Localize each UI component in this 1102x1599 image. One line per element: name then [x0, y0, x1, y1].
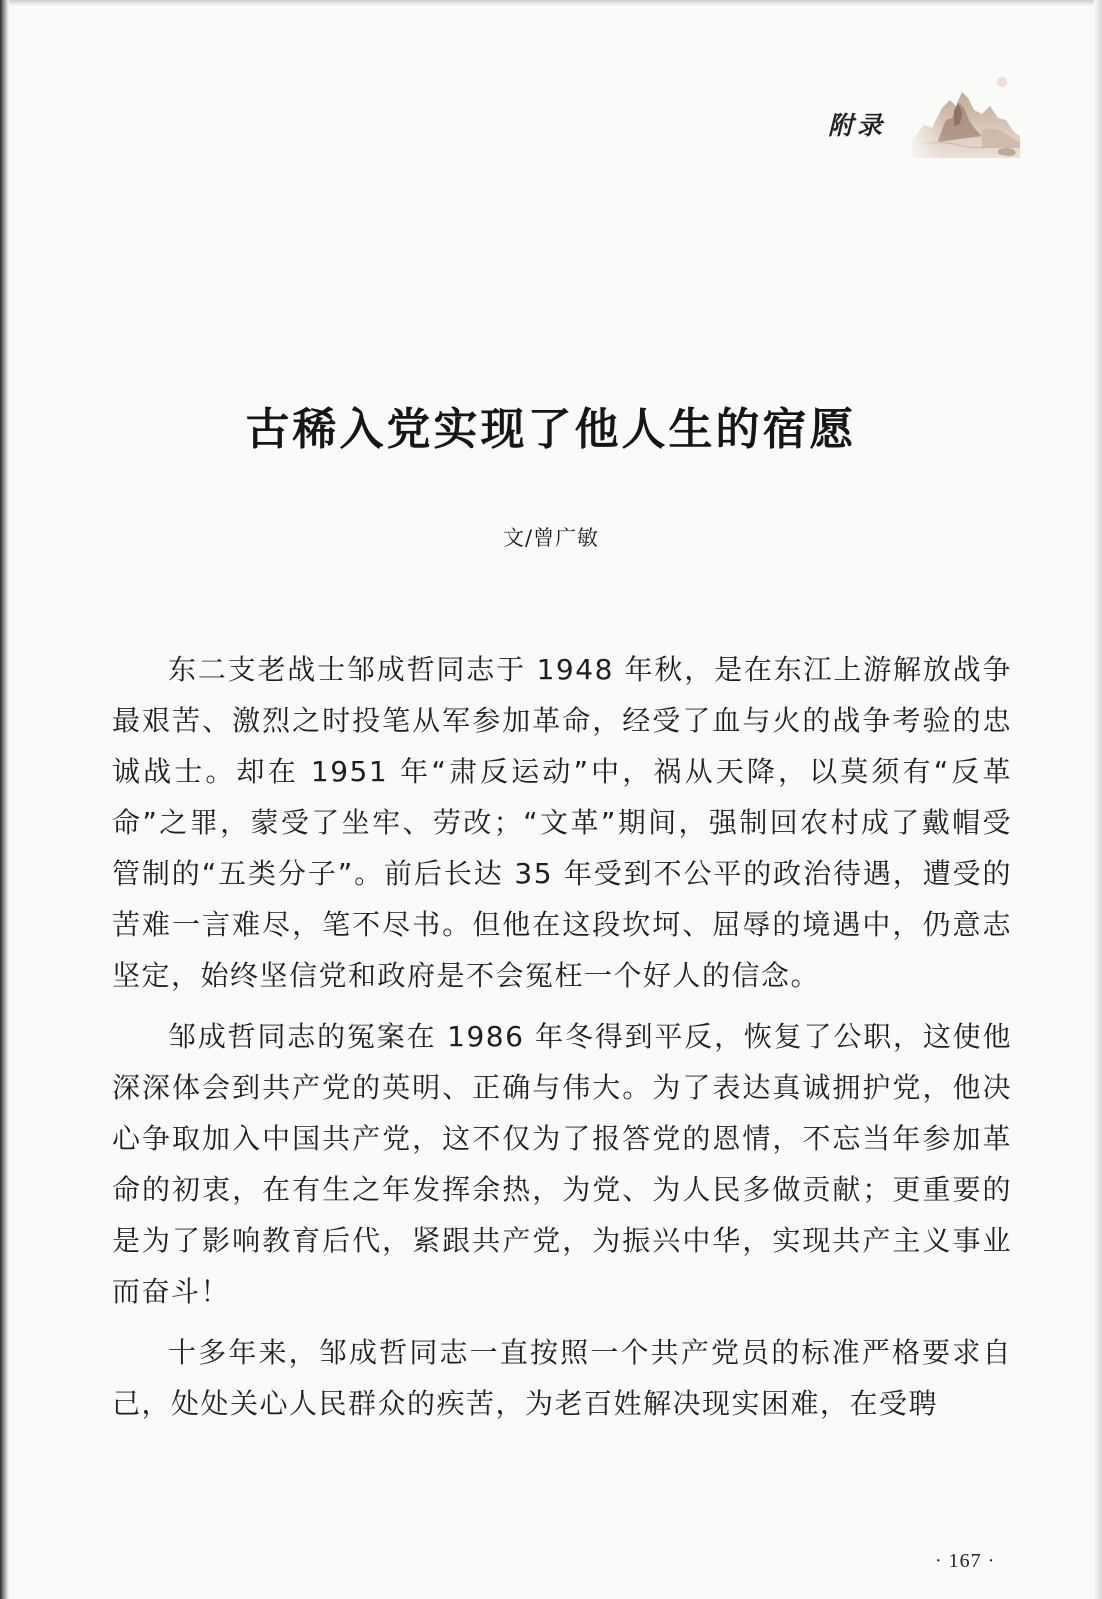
page-right-edge [1094, 0, 1102, 1599]
article-body [112, 644, 1012, 1439]
section-label: 附录 [828, 111, 887, 140]
page-top-edge [0, 0, 1102, 6]
landscape-ornament-icon [902, 70, 1020, 165]
paragraph: 邹成哲同志的冤案在 1986 年冬得到平反，恢复了公职，这使他深深体会到共产党的英明、正确与伟大。为了表达真诚拥护党，他决心争取加入中国共产党，这不仅为了报答党的恩情，不忘当年参加革命的初衷，在有生之年发挥余热，为党、为人民多做贡献；更重要的是为了影响教育后代，紧跟共产党，为振兴中华，实现共产主义事业而奋斗！ [112, 1020, 1012, 1308]
page-number: · 167 · [935, 1550, 996, 1572]
article-byline: 文/曾广敏 [502, 526, 600, 550]
article-title: 古稀入党实现了他人生的宿愿 [245, 404, 857, 455]
page-binding-edge [0, 0, 9, 1599]
running-header [820, 70, 1020, 170]
paragraph: 东二支老战士邹成哲同志于 1948 年秋，是在东江上游解放战争最艰苦、激烈之时投笔从军参加革命，经受了血与火的战争考验的忠诚战士。却在 1951 年“肃反运动”中，祸从天降，以莫须有“反革命”之罪，蒙受了坐牢、劳改；“文革”期间，强制回农村成了戴帽受管制的“五类分子”。前后长达 35 年受到不公平的政治待遇，遭受的苦难一言难尽，笔不尽书。但他在这段坎坷、屈辱的境遇中，仍意志坚定，始终坚信党和政府是不会冤枉一个好人的信念。 [112, 653, 1012, 992]
paragraph: 十多年来，邹成哲同志一直按照一个共产党员的标准严格要求自己，处处关心人民群众的疾苦，为老百姓解决现实困难，在受聘 [112, 1336, 1012, 1420]
